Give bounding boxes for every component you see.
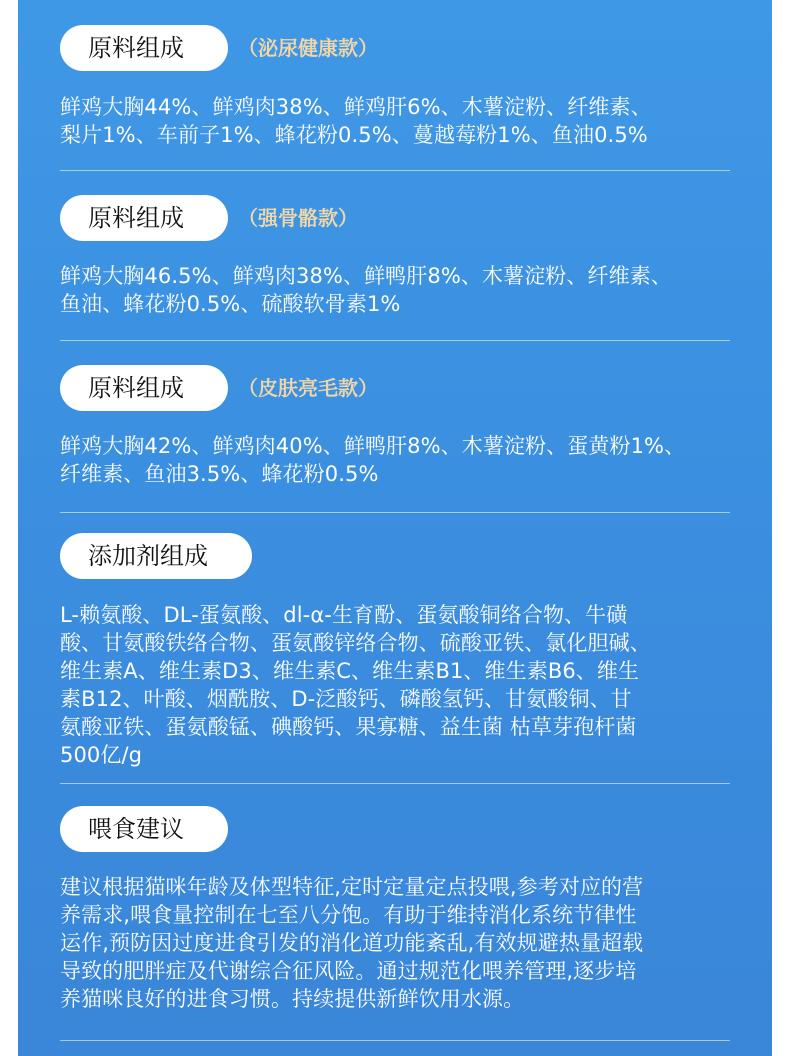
variant-tag-skin: （皮肤亮毛款） xyxy=(238,376,378,400)
feeding-line-1: 建议根据猫咪年龄及体型特征,定时定量定点投喂,参考对应的营 xyxy=(60,875,644,899)
feeding-line-5: 养猫咪良好的进食习惯。持续提供新鲜饮用水源。 xyxy=(60,987,525,1011)
section-divider xyxy=(60,1040,730,1041)
additives-text xyxy=(60,601,740,769)
ingredients-skin-line-1: 鲜鸡大胸42%、鲜鸡肉40%、鲜鸭肝8%、木薯淀粉、蛋黄粉1%、 xyxy=(60,434,686,458)
ingredients-bone-line-1: 鲜鸡大胸46.5%、鲜鸡肉38%、鲜鸭肝8%、木薯淀粉、纤维素、 xyxy=(60,264,672,288)
section-title-skin: 原料组成 xyxy=(60,365,228,411)
variant-tag-urinary: （泌尿健康款） xyxy=(238,36,378,60)
feeding-line-3: 运作,预防因过度进食引发的消化道功能紊乱,有效规避热量超载 xyxy=(60,931,644,955)
variant-tag-bone: （强骨骼款） xyxy=(238,206,358,230)
additives-line-2: 酸、甘氨酸铁络合物、蛋氨酸锌络合物、硫酸亚铁、氯化胆碱、 xyxy=(60,631,651,655)
ingredients-bone xyxy=(60,262,740,318)
section-title-urinary: 原料组成 xyxy=(60,25,228,71)
ingredients-urinary-line-1: 鲜鸡大胸44%、鲜鸡肉38%、鲜鸡肝6%、木薯淀粉、纤维素、 xyxy=(60,95,652,119)
additives-line-1: L-赖氨酸、DL-蛋氨酸、dl-α-生育酚、蛋氨酸铜络合物、牛磺 xyxy=(60,603,628,627)
ingredients-urinary xyxy=(60,93,740,149)
feeding-line-4: 导致的肥胖症及代谢综合征风险。通过规范化喂养管理,逐步培 xyxy=(60,959,637,983)
left-edge xyxy=(0,0,18,1056)
additives-line-4: 素B12、叶酸、烟酰胺、D-泛酸钙、磷酸氢钙、甘氨酸铜、甘 xyxy=(60,687,632,711)
section-divider xyxy=(60,783,730,784)
ingredients-urinary-line-2: 梨片1%、车前子1%、蜂花粉0.5%、蔓越莓粉1%、鱼油0.5% xyxy=(60,123,648,147)
right-edge xyxy=(772,0,790,1056)
additives-line-3: 维生素A、维生素D3、维生素C、维生素B1、维生素B6、维生 xyxy=(60,659,640,683)
additives-line-5: 氨酸亚铁、蛋氨酸锰、碘酸钙、果寡糖、益生菌 枯草芽孢杆菌 xyxy=(60,715,637,739)
ingredients-skin-line-2: 纤维素、鱼油3.5%、蜂花粉0.5% xyxy=(60,462,379,486)
section-title-bone: 原料组成 xyxy=(60,195,228,241)
ingredients-skin xyxy=(60,432,740,488)
section-title-feeding: 喂食建议 xyxy=(60,806,228,852)
ingredients-bone-line-2: 鱼油、蜂花粉0.5%、硫酸软骨素1% xyxy=(60,292,401,316)
section-title-additives: 添加剂组成 xyxy=(60,533,252,579)
additives-line-6: 500亿/g xyxy=(60,743,143,767)
feeding-text xyxy=(60,873,740,1013)
section-divider xyxy=(60,512,730,513)
section-divider xyxy=(60,340,730,341)
section-divider xyxy=(60,170,730,171)
feeding-line-2: 养需求,喂食量控制在七至八分饱。有助于维持消化系统节律性 xyxy=(60,903,637,927)
